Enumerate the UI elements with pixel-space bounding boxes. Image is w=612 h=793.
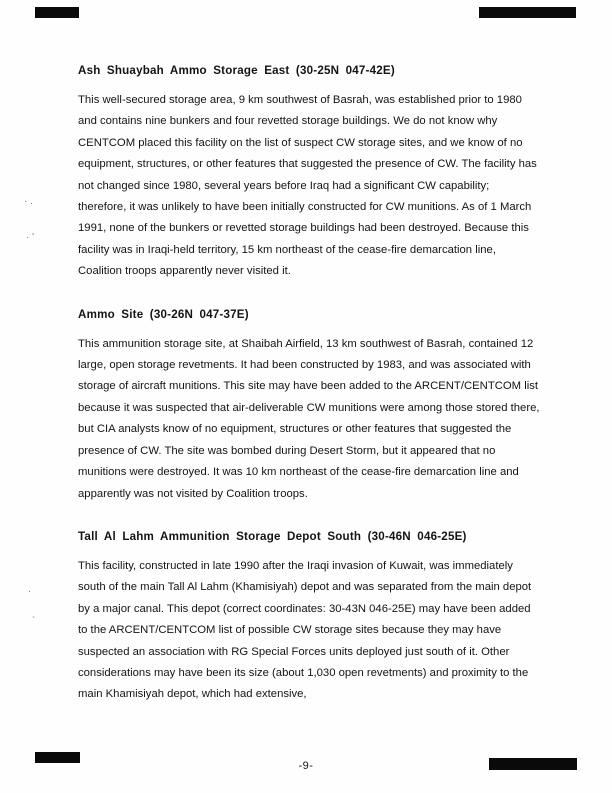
section-ammo-site <box>78 306 540 505</box>
section-tall-al-lahm <box>78 528 540 706</box>
section-heading: Ammo Site (30-26N 047-37E) <box>78 307 249 321</box>
scan-artifact: ` <box>32 616 36 627</box>
section-body: This well-secured storage area, 9 km southwest of Basrah, was established prior to 1980 and contains nine bunkers and four revetted storage buildings. We do not know why CENTCOM placed this facility on the list of suspect CW storage sites, and we know of no equipment, structures, or other features that suggested the presence of CW. The facility has not changed since 1980, several years before Iraq had a significant CW capability; therefore, it was unlikely to have been initially constructed for CW munitions. As of 1 March 1991, none of the bunkers or revetted storage buildings had been destroyed. Because this facility was in Iraqi-held territory, 15 km northeast of the cease-fire demarcation line, Coalition troops apparently never visited it. <box>78 94 537 278</box>
scan-artifact: . <box>28 584 31 595</box>
redaction-bar-top-right <box>479 7 576 18</box>
redaction-bar-top-left <box>35 7 79 18</box>
section-ash-shuaybah <box>78 62 540 283</box>
section-heading: Tall Al Lahm Ammunition Storage Depot South (30-46N 046-25E) <box>78 529 467 543</box>
scan-artifact: · . <box>24 196 33 207</box>
scan-artifact: · ' <box>26 232 35 243</box>
page-number: -9- <box>298 760 314 772</box>
document-content <box>78 62 540 729</box>
section-body: This ammunition storage site, at Shaibah Airfield, 13 km southwest of Basrah, contained 12 large, open storage revetments. It had been constructed by 1983, and was associated with storage of aircraft munitions. This site may have been added to the ARCENT/CENTCOM list because it was suspected that air-deliverable CW munitions were among those stored there, but CIA analysts know of no equipment, structures or other features that suggested the presence of CW. The site was bombed during Desert Storm, but it appeared that no munitions were destroyed. It was 10 km northeast of the cease-fire demarcation line and apparently was not visited by Coalition troops. <box>78 337 540 500</box>
section-body: This facility, constructed in late 1990 after the Iraqi invasion of Kuwait, was immediately south of the main Tall Al Lahm (Khamisiyah) depot and was separated from the main depot by a major canal. This depot (correct coordinates: 30-43N 046-25E) may have been added to the ARCENT/CENTCOM list of possible CW storage sites because they may have suspected an association with RG Special Forces units deployed just south of it. Other considerations may have been its size (about 1,030 open revetments) and proximity to the main Khamisiyah depot, which had extensive, <box>78 559 532 701</box>
section-heading: Ash Shuaybah Ammo Storage East (30-25N 047-42E) <box>78 64 395 77</box>
